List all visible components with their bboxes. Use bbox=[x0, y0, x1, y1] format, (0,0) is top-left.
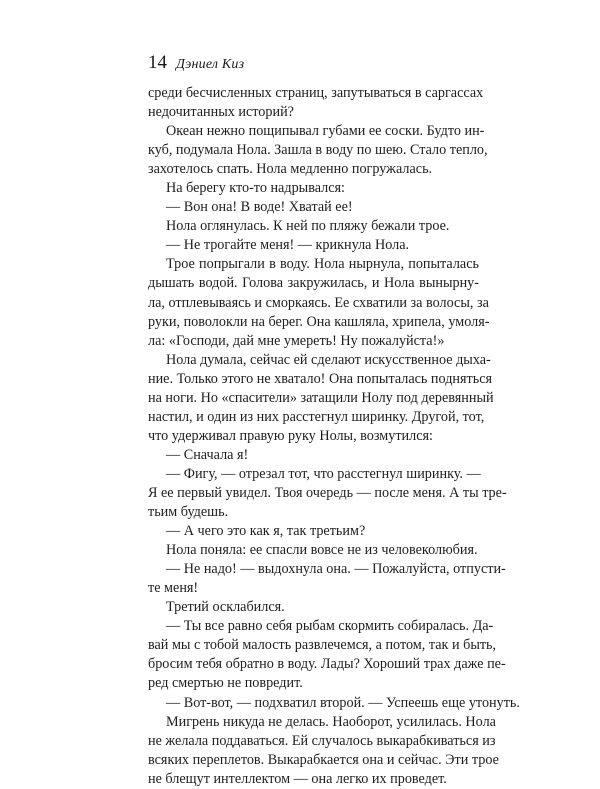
text-line: — Вон она! В воде! Хватай ее! bbox=[166, 199, 353, 216]
text-line: Я ее первый увидел. Твоя очередь — после меня. А ты тре- bbox=[148, 484, 507, 501]
text-line: Трое попрыгали в воду. Нола нырнула, попыталась bbox=[166, 256, 479, 273]
text-line: настил, и один из них расстегнул ширинку. Другой, тот, bbox=[148, 408, 485, 425]
text-line: — Не надо! — выдохнула она. — Пожалуйста, отпусти- bbox=[166, 561, 506, 578]
text-line: Мигрень никуда не делась. Наоборот, усилилась. Нола bbox=[166, 713, 496, 730]
text-line: дышать водой. Голова закружилась, и Нола вынырну- bbox=[148, 275, 479, 292]
text-line: те меня! bbox=[148, 580, 199, 597]
text-line: — Не трогайте меня! — крикнула Нола. bbox=[166, 237, 410, 254]
text-line: — Вот-вот, — подхватил второй. — Успеешь еще утонуть. bbox=[166, 694, 520, 711]
text-line: Нола думала, сейчас ей сделают искусственное дыха- bbox=[166, 351, 491, 368]
text-line: ла, отплевываясь и сморкаясь. Ее схватили за волосы, за bbox=[148, 294, 489, 311]
text-line: всяких переплетов. Выкарабкается она и сейчас. Эти трое bbox=[148, 751, 499, 768]
text-line: — Сначала я! bbox=[166, 446, 249, 463]
text-line: На берегу кто-то надрывался: bbox=[166, 180, 345, 197]
text-line: вай мы с тобой малость развлечемся, а потом, так и быть, bbox=[148, 637, 497, 654]
body-text bbox=[148, 84, 520, 789]
text-line: ла: «Господи, дай мне умереть! Ну пожалуйста!» bbox=[148, 332, 445, 349]
text-line: — А чего это как я, так третьим? bbox=[166, 523, 366, 540]
text-line: куб, подумала Нола. Зашла в воду по шею. Стало тепло, bbox=[148, 142, 488, 159]
text-line: не блещут интеллектом — она легко их проведет. bbox=[148, 770, 447, 787]
author-name: Дэниел Киз bbox=[176, 57, 245, 72]
text-line: — Ты все равно себя рыбам скормить собиралась. Да- bbox=[166, 618, 494, 635]
text-line: тьим будешь. bbox=[148, 504, 229, 521]
text-line: Нола оглянулась. К ней по пляжу бежали трое. bbox=[166, 218, 450, 235]
text-line: Третий осклабился. bbox=[166, 599, 285, 616]
text-line: захотелось спать. Нола медленно погружалась. bbox=[148, 161, 433, 178]
text-line: Океан нежно пощипывал губами ее соски. Будто ин- bbox=[166, 123, 485, 140]
text-line: среди бесчисленных страниц, запутываться в саргассах bbox=[148, 85, 484, 101]
running-head bbox=[148, 52, 244, 74]
text-line: ние. Только этого не хватало! Она попыталась подняться bbox=[148, 370, 493, 387]
text-line: бросим тебя обратно в воду. Лады? Хороший трах даже пе- bbox=[148, 656, 506, 673]
text-line: недочитанных историй? bbox=[148, 104, 294, 121]
page-number: 14 bbox=[148, 52, 167, 73]
text-line: Нола поняла: ее спасли вовсе не из человеколюбия. bbox=[166, 542, 478, 559]
text-line: на ноги. Но «спасители» затащили Нолу под деревянный bbox=[148, 389, 494, 406]
text-line: руки, поволокли на берег. Она кашляла, хрипела, умоля- bbox=[148, 313, 490, 330]
text-line: — Фигу, — отрезал тот, что расстегнул ширинку. — bbox=[166, 465, 481, 482]
text-line: не желала поддаваться. Ей случалось выкарабкиваться из bbox=[148, 732, 496, 749]
text-line: ред смертью не повредит. bbox=[148, 675, 303, 692]
text-line: что удерживал правую руку Нолы, возмутился: bbox=[148, 427, 433, 444]
